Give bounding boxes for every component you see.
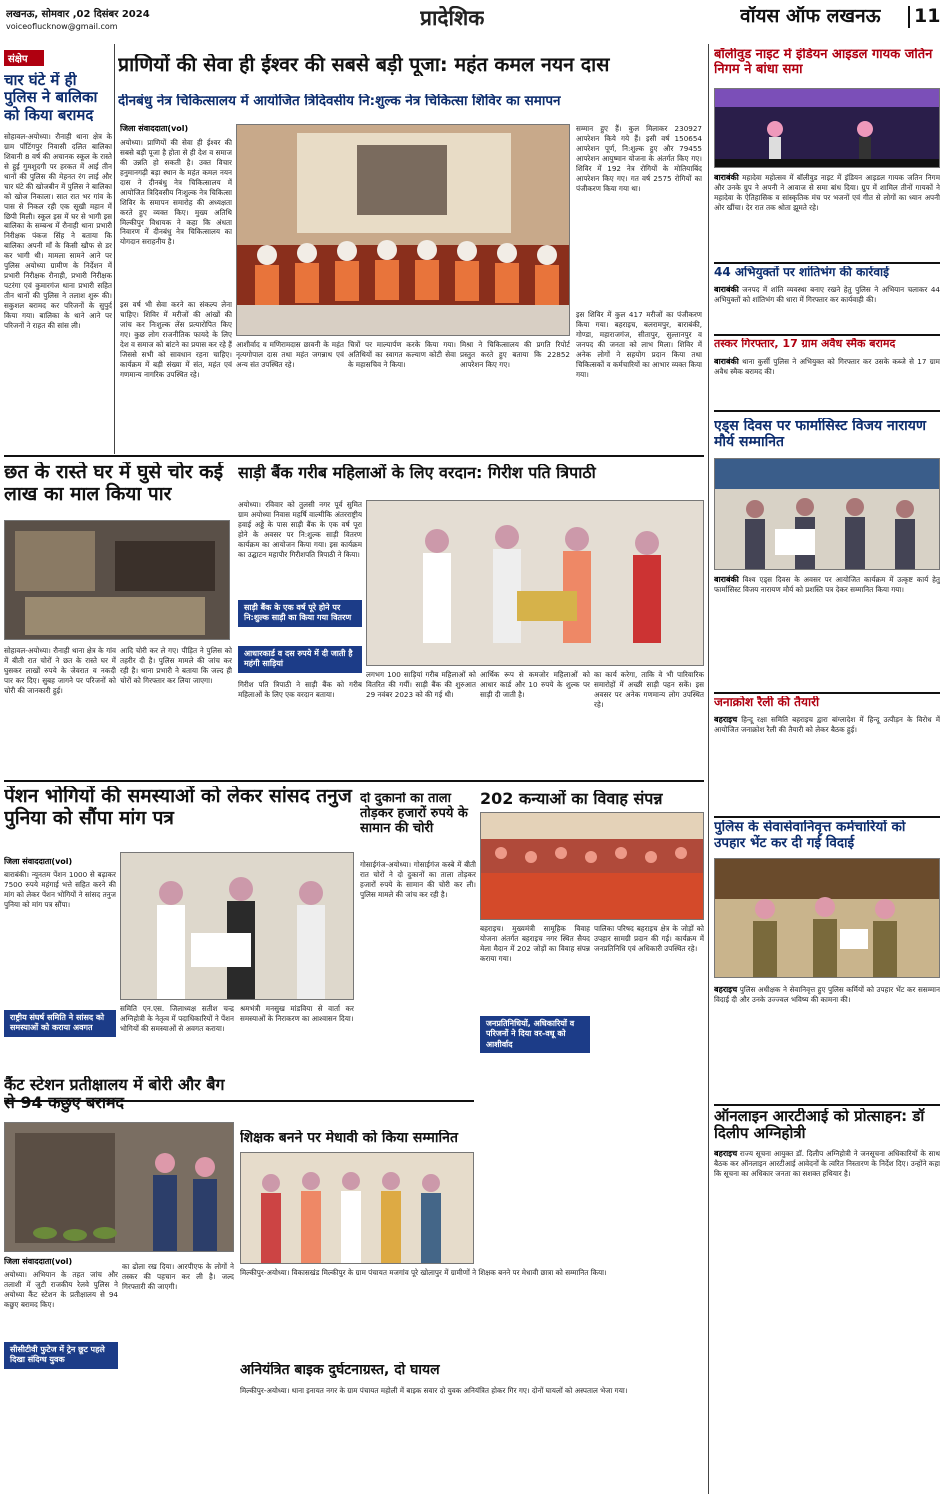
teacher-photo bbox=[240, 1152, 474, 1264]
cantt-headline: कैंट स्टेशन प्रतीक्षालय में बोरी और बैग से 94 कछुए बरामद bbox=[4, 1076, 225, 1113]
s5-body-wrap bbox=[714, 714, 940, 814]
s5-headline: जनाक्रोश रैली की तैयारी bbox=[714, 696, 820, 709]
s1-photo bbox=[714, 88, 940, 168]
s4-body: विश्व एड्स दिवस के अवसर पर आयोजित कार्यक्रम में उत्कृष्ट कार्य हेतु फार्मासिस्ट विजय नारायण मौर्य को प्रशस्ति पत्र देकर सम्मानित किया गया। bbox=[714, 575, 940, 595]
marriage-highlight: जनप्रतिनिधियों, अधिकारियों व परिजनों ने दिया वर-वधू को आशीर्वाद bbox=[480, 1016, 590, 1053]
s3-headline: तस्कर गिरफ्तार, 17 ग्राम अवैध स्मैक बरामद bbox=[714, 338, 896, 350]
s1-byline: बाराबंकी bbox=[714, 173, 739, 182]
rc-rule-3 bbox=[714, 410, 940, 412]
rc-rule-5 bbox=[714, 816, 940, 818]
lead-col1: अयोध्या। प्राणियों की सेवा ही ईश्वर की सबसे बड़ी पूजा है होता से ही देश व समाज की उन्नति हो सकती है। उक्त विचार हनुमानगढ़ी बड़ा स्थान के महंत कमल नयन दास ने दीनबंधु नेत्र चिकित्सालय में आयोजित त्रिदिवसीय निःशुल्क नेत्र चिकित्सा शिविर के समापन समारोह की अध्यक्षता करते हुए व्यक्त किए। मुख्य अतिथि मिल्कीपुर विधायक ने कहा कि अंधता निवारण में दीनबंधु नेत्र चिकित्सालय का योगदान सराहनीय है। bbox=[120, 138, 232, 247]
saree-highlight-1: साड़ी बैंक के एक वर्ष पूरे होने पर नि:शुल्क साड़ी का किया गया वितरण bbox=[238, 600, 362, 627]
section-name: प्रादेशिक bbox=[420, 6, 485, 30]
s6-photo bbox=[714, 858, 940, 978]
s6-photo-graphic bbox=[715, 859, 940, 978]
brand-name: वॉयस ऑफ लखनऊ bbox=[740, 6, 881, 27]
pension-photo-graphic bbox=[121, 853, 354, 1000]
theft-col1: सोहावल-अयोध्या। रौनाही थाना क्षेत्र के गांव में बीती रात चोरों ने छत के रास्ते घर में घुसकर लाखों रुपये के जेवरात व नकदी पार कर दिए। सुबह जागने पर परिजनों को चोरी की जानकारी हुई। bbox=[4, 646, 116, 695]
s7-body: राज्य सूचना आयुक्त डॉ. दिलीप अग्निहोत्री ने जनसूचना अधिकारियों के साथ बैठक कर ऑनलाइन आरटीआई आवेदनों के त्वरित निस्तारण के निर्देश दिए। उन्होंने कहा कि सूचना का अधिकार जनता का सशक्त हथियार है। bbox=[714, 1149, 940, 1178]
theft-photo bbox=[4, 520, 230, 640]
lead-col4: इस शिविर में कुल 417 मरीजों का पंजीकरण किया गया। बहराइच, बलरामपुर, बाराबंकी, गोण्डा, महाराजगंज, सीतापुर, सुल्तानपुर व जनपद की जनता को लाभ मिला। शिविर में अनेक लोगों ने सहयोग प्रदान किया तथा चिकित्सकों व कर्मचारियों का आभार व्यक्त किया गया। bbox=[576, 310, 702, 379]
lead-photo bbox=[236, 124, 570, 336]
s5-body: हिन्दू रक्षा समिति बहराइच द्वारा बांग्लादेश में हिन्दू उत्पीड़न के विरोध में आयोजित जनाक्रोश रैली की तैयारी को लेकर बैठक हुई। bbox=[714, 715, 940, 735]
s1-photo-graphic bbox=[715, 89, 940, 168]
s6-body: पुलिस अधीक्षक ने सेवानिवृत्त हुए पुलिस कर्मियों को उपहार भेंट कर ससम्मान विदाई दी और उनके उज्ज्वल भविष्य की कामना की। bbox=[714, 985, 940, 1005]
pension-body: बाराबंकी। न्यूनतम पेंशन 1000 से बढ़ाकर 7500 रुपये महंगाई भत्ते सहित करने की मांग को लेकर पेंशन भोगियों ने सांसद तनुज पुनिया को मांग पत्र सौंपा। bbox=[4, 870, 116, 909]
s1-headline: बॉलीवुड नाइट में इंडियन आइडल गायक जतिन निगम ने बांधा समा bbox=[714, 48, 933, 77]
vertical-rule-right bbox=[708, 44, 709, 1494]
teacher-headline: शिक्षक बनने पर मेधावी को किया सम्मानित bbox=[240, 1130, 458, 1146]
s4-photo bbox=[714, 458, 940, 570]
lead-under3: मिश्रा ने चिकित्सालय की प्रगति रिपोर्ट प्रस्तुत करते हुए बताया कि 22852 आपरेशन किए गए। bbox=[460, 340, 570, 369]
saree-highlight-2: आधारकार्ड व दस रुपये में दी जाती है महंगी साड़ियां bbox=[238, 646, 362, 673]
lead-col2: इस वर्ष भी सेवा करने का संकल्प लेना चाहिए। शिविर में मरीजों की आंखों की जांच कर निःशुल्क लेंस प्रत्यारोपित किए गए। कुछ लोग राजनीतिक फायदे के लिए देश व समाज को बांटने का प्रयास कर रहे हैं जिससे सभी को सावधान रहना चाहिए। कार्यक्रम में बड़ी संख्या में संत, महंत एवं गणमान्य नागरिक उपस्थित रहे। bbox=[120, 300, 232, 379]
lead-photo-graphic bbox=[237, 125, 570, 336]
rc-rule-1 bbox=[714, 262, 940, 264]
theft-headline: छत के रास्ते घर में घुसे चोर कई लाख का माल किया पार bbox=[4, 462, 224, 505]
s1-body: महादेवा महोत्सव में बॉलीवुड नाइट में इंडियन आइडल गायक जतिन निगम और उनके ग्रुप ने अपनी ने आवाज से समा बांध दिया। ग्रुप में शामिल तीनों गायकों ने महादेवा के ऐतिहासिक व सांस्कृतिक मंच पर भजनों एवं गीत से लोगों का ध्यान अपनी ओर खींचा। देर रात तक श्रोता झूमते रहे। bbox=[714, 173, 940, 212]
theft-photo-graphic bbox=[5, 521, 230, 640]
s3-body-wrap bbox=[714, 356, 940, 406]
s4-body-wrap bbox=[714, 574, 940, 640]
pension-col3: श्रमभंत्री मनसुख मांडविया से वार्ता कर समस्याओं के निराकरण का आश्वासन दिया। bbox=[240, 1004, 354, 1023]
s2-body-wrap bbox=[714, 284, 940, 334]
s4-byline: बाराबंकी bbox=[714, 575, 739, 584]
saree-col3: आर्थिक रूप से कमजोर महिलाओं को आधार कार्ड और 10 रुपये के शुल्क पर साड़ी दी जाती है। bbox=[480, 670, 590, 699]
accident-headline: अनियंत्रित बाइक दुर्घटनाग्रस्त, दो घायल bbox=[240, 1362, 440, 1378]
marriage-col2: पालिका परिषद बहराइच क्षेत्र के जोड़ों को उपहार सामग्री प्रदान की गई। कार्यक्रम में जनप्रतिनिधि एवं अधिकारी उपस्थित रहे। bbox=[594, 924, 704, 953]
saree-col1b: गिरीश पति त्रिपाठी ने साड़ी बैंक को गरीब महिलाओं के लिए एक वरदान बताया। bbox=[238, 680, 362, 699]
rc-rule-2 bbox=[714, 334, 940, 336]
lead-under2: चित्रों पर माल्यार्पण करके किया गया। अतिथियों का स्वागत कल्याण कोटी सेवा के महासचिव ने किया। bbox=[348, 340, 456, 369]
saree-col2: लगभग 100 साड़ियां गरीब महिलाओं को वितरित की गयीं। साड़ी बैंक की शुरुआत 29 नवंबर 2023 को की गई थी। bbox=[366, 670, 476, 699]
pension-headline: पेंशन भोगियों की समस्याओं को लेकर सांसद तनुज पुनिया को सौंपा मांग पत्र bbox=[4, 786, 352, 829]
rc-rule-4 bbox=[714, 692, 940, 694]
s2-headline: 44 अभियुक्तों पर शांतिभंग की कार्रवाई bbox=[714, 266, 890, 279]
accident-body: मिल्कीपुर-अयोध्या। थाना इनायत नगर के ग्राम पंचायत महोली में बाइक सवार दो युवक अनियंत्रित होकर गिर गए। दोनों घायलों को अस्पताल भेजा गया। bbox=[240, 1386, 628, 1395]
s6-body-wrap bbox=[714, 984, 940, 1104]
s1-body-wrap bbox=[714, 172, 940, 264]
saree-col1: अयोध्या। रविवार को तुलसी नगर पूर्व सुमित ग्राम अयोध्या निवास महर्षि वाल्मीकि अंतरराष्ट्रीय हवाई अड्डे के पास साड़ी बैंक के एक वर्ष पूरा होने के अवसर पर नि:शुल्क साड़ी वितरण कार्यक्रम का आयोजन किया गया। इस कार्यक्रम का उद्घाटन महापौर गिरीशपति त्रिपाठी ने किया। bbox=[238, 500, 362, 559]
burglary2-headline: दो दुकानों का ताला तोड़कर हजारों रुपये के सामान की चोरी bbox=[360, 792, 468, 836]
marriage-photo-graphic bbox=[481, 813, 704, 920]
s2-byline: बाराबंकी bbox=[714, 285, 739, 294]
s6-headline: पुलिस के सेवासेवानिवृत्त कर्मचारियों को उपहार भेंट कर दी गई विदाई bbox=[714, 820, 906, 851]
cantt-photo-graphic bbox=[5, 1123, 234, 1252]
masthead-email: voiceoflucknow@gmail.com bbox=[6, 22, 118, 31]
saree-headline: साड़ी बैंक गरीब महिलाओं के लिए वरदान: गिरीश पति त्रिपाठी bbox=[238, 464, 596, 482]
burglary2-body: गोसाईगंज-अयोध्या। गोसाईगंज कस्बे में बीती रात चोरों ने दो दुकानों का ताला तोड़कर हजारों रुपये के सामान की चोरी कर ली। पुलिस मामले की जांच कर रही है। bbox=[360, 860, 476, 899]
rule-below-mid bbox=[4, 780, 704, 782]
s7-headline: ऑनलाइन आरटीआई को प्रोत्साहन: डॉ दिलीप अग्निहोत्री bbox=[714, 1108, 925, 1143]
sankshep-headline: चार घंटे में ही पुलिस ने बालिका को किया बरामद bbox=[4, 72, 98, 124]
cantt-highlight: सीसीटीवी फुटेज में ट्रेन छूट पहले दिखा संदिग्ध युवक bbox=[4, 1342, 118, 1369]
sankshep-label: संक्षेप bbox=[4, 50, 44, 66]
saree-col4: का कार्य करेगा, ताकि वे भी पारिवारिक समारोहों में अच्छी साड़ी पहन सकें। इस अवसर पर अनेक गणमान्य लोग उपस्थित रहे। bbox=[594, 670, 704, 709]
lead-byline: जिला संवाददाता(vol) bbox=[120, 124, 189, 133]
s3-body: थाना कुर्सी पुलिस ने अभियुक्त को गिरफ्तार कर उसके कब्जे से 17 ग्राम अवैध स्मैक बरामद की। bbox=[714, 357, 940, 377]
marriage-photo bbox=[480, 812, 704, 920]
s3-byline: बाराबंकी bbox=[714, 357, 739, 366]
cantt-col2: का ढोला रख दिया। आरपीएफ के लोगों ने तस्कर की पहचान कर ली है। जल्द गिरफ्तारी की जाएगी। bbox=[122, 1262, 234, 1291]
s4-photo-graphic bbox=[715, 459, 940, 570]
marriage-col1: बहराइच। मुख्यमंत्री सामूहिक विवाह योजना अंतर्गत बहराइच नगर स्थित सैयद मेला मैदान में 202 जोड़ों का विवाह संपन्न कराया गया। bbox=[480, 924, 590, 963]
marriage-headline: 202 कन्याओं का विवाह संपन्न bbox=[480, 790, 663, 808]
teacher-body: मिल्कीपुर-अयोध्या। विकासखंड मिल्कीपुर के ग्राम पंचायत मजगांव पूरे खोलापुर में ग्रामीणों ने शिक्षक बनने पर मेधावी छात्रा को सम्मानित किया। bbox=[240, 1268, 607, 1277]
rc-rule-6 bbox=[714, 1104, 940, 1106]
sankshep-body: सोहावल-अयोध्या। रौनाही थाना क्षेत्र के ग्राम पाँटिंगपुर निवासी दलित बालिका शिवानी 8 वर्ष की अचानक स्कूल के रास्ते से हुई गुमशुदगी पर हरकत में आई तीन थानों की पुलिस की मेहनत रंग लाई और चार घंटे की खोजबीन में पुलिस ने बालिका को खोज निकाला। सात रात भर गांव के पास से निकल रही एक सूखी महान में छिपी मिली। स्कूल इस में घर से भागी इस बालिका के सम्बन्ध में रौनाही थाना प्रभारी निरीक्षक पंकज सिंह ने बताया कि बालिका अपनी माँ के किसी खौफ से डर कर भागी थी। मामला सामने आने पर पुलिस अयोध्या ग्रामीण के निर्देशन में प्रभारी निरीक्षक रौनाही, प्रभारी निरीक्षक पटरंगा एवं कुमारगंज थाना प्रभारी सहित तीन थानों की पुलिस ने तलाश शुरू की। सकुशल बरामद कर परिजनों के सुपुर्द किया गया। बालिका के थाने आने पर परिजनों ने राहत की सांस ली। bbox=[4, 132, 112, 330]
cantt-photo bbox=[4, 1122, 234, 1252]
s6-byline: बहराइच bbox=[714, 985, 738, 994]
teacher-photo-graphic bbox=[241, 1153, 474, 1264]
lead-col3: सम्मान हुए हैं। कुल मिलाकर 230927 आपरेशन किये गये हैं। इसी वर्ष 150654 आपरेशन पूर्ण, नि:शुल्क हुए और 79455 आपरेशन आयुष्मान योजना के अंतर्गत किए गए। शिविर में 192 नेत्र रोगियों के मोतियाबिंद आपरेशन किए गए। गत वर्ष 2575 रोगियों का पंजीकरण किया गया था। bbox=[576, 124, 702, 193]
s2-body: जनपद में शांति व्यवस्था बनाए रखने हेतु पुलिस ने अभियान चलाकर 44 अभियुक्तों को शांतिभंग की धारा में गिरफ्तार कर कार्यवाही की। bbox=[714, 285, 940, 305]
saree-photo-graphic bbox=[367, 501, 704, 666]
pension-col2: समिति एन.एस. जिलाध्यक्ष सतीश चन्द्र अग्निहोत्री के नेतृत्व में पदाधिकारियों ने पेंशन भोगियों की समस्याओं से अवगत कराया। bbox=[120, 1004, 234, 1033]
vertical-rule-left bbox=[114, 44, 115, 454]
lead-subhead: दीनबंधु नेत्र चिकित्सालय में आयोजित त्रिदिवसीय नि:शुल्क नेत्र चिकित्सा शिविर का समापन bbox=[118, 94, 561, 109]
cantt-body: अयोध्या। अभियान के तहत जांच और तलाशी में जुटी राजकीय रेलवे पुलिस ने अयोध्या कैंट स्टेशन के प्रतीक्षालय से 94 कछुए बरामद किए। bbox=[4, 1270, 118, 1309]
s7-body-wrap bbox=[714, 1148, 940, 1493]
dateline: लखनऊ, सोमवार ,02 दिसंबर 2024 bbox=[6, 9, 150, 20]
s4-headline: एड्स दिवस पर फार्मासिस्ट विजय नारायण मौर्य सम्मानित bbox=[714, 418, 926, 451]
pension-byline: जिला संवाददाता(vol) bbox=[4, 857, 73, 866]
lead-headline: प्राणियों की सेवा ही ईश्वर की सबसे बड़ी पूजा: महंत कमल नयन दास bbox=[118, 54, 610, 76]
s7-byline: बहराइच bbox=[714, 1149, 738, 1158]
theft-col2: आदि चोरी कर ले गए। पीड़ित ने पुलिस को तहरीर दी है। पुलिस मामले की जांच कर रही है। थाना प्रभारी ने बताया कि जल्द ही चोरों को गिरफ्तार कर लिया जाएगा। bbox=[120, 646, 232, 685]
cantt-byline: जिला संवाददाता(vol) bbox=[4, 1257, 73, 1266]
pension-highlight: राष्ट्रीय संघर्ष समिति ने सांसद को समस्याओं को कराया अवगत bbox=[4, 1010, 116, 1037]
lead-under1: आशीर्वाद व मणिरामदास छावनी के महंत नृत्यगोपाल दास तथा महंत जगन्नाथ एवं अन्य संत उपस्थित रहे। bbox=[236, 340, 344, 369]
s5-byline: बहराइच bbox=[714, 715, 738, 724]
rule-below-lead bbox=[4, 455, 704, 457]
page-number: 11 bbox=[908, 6, 940, 28]
pension-photo bbox=[120, 852, 354, 1000]
masthead bbox=[0, 0, 945, 44]
saree-photo bbox=[366, 500, 704, 666]
